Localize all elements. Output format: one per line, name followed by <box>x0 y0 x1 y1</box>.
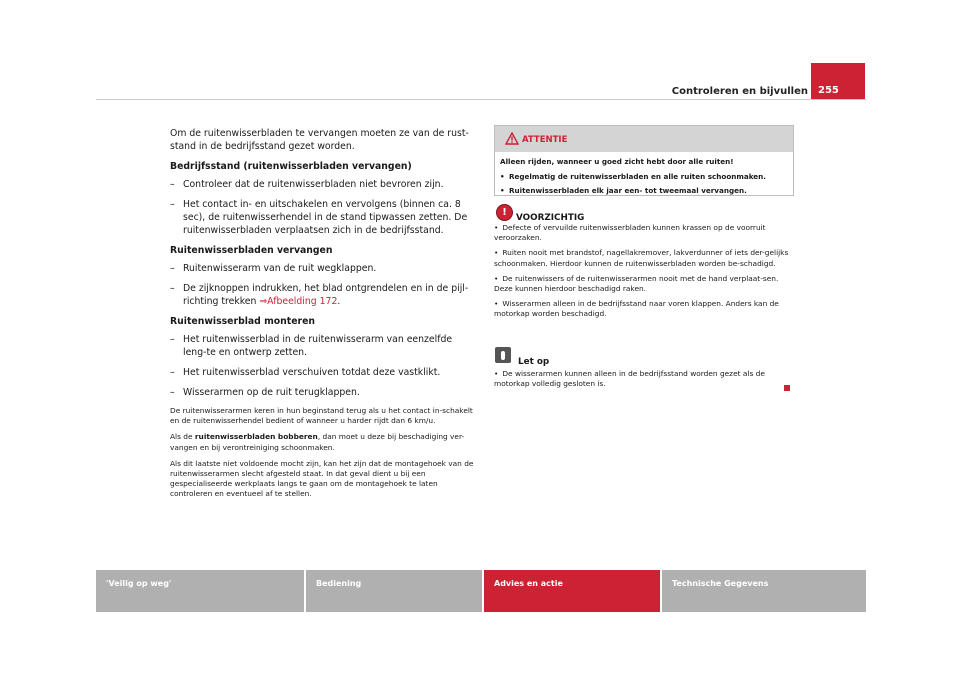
tab-label: Advies en actie <box>494 579 563 588</box>
caution-header <box>494 205 794 223</box>
attention-body <box>495 152 793 199</box>
caution-label: VOORZICHTIG <box>516 213 585 223</box>
figure-link[interactable]: ⇒Afbeelding 172 <box>259 296 338 307</box>
tab-label: 'Veilig op weg' <box>106 579 172 588</box>
step-item: – Wisserarmen op de ruit terugklappen. <box>170 387 360 398</box>
tab-advies-en-actie[interactable] <box>484 570 660 612</box>
caution-item: • Wisserarmen alleen in de bedrijfsstand naar voren klappen. Anders kan de motorkap worden beschadigd. <box>494 299 779 319</box>
step-item: – Controleer dat de ruitenwisserbladen niet bevroren zijn. <box>170 179 444 190</box>
main-text-column <box>170 127 475 506</box>
attention-item: • Ruitenwisserbladen elk jaar een- tot tweemaal vervangen. <box>500 186 747 195</box>
note-emphasis: ruitenwisserbladen bobberen <box>194 432 318 442</box>
step-item: – Het ruitenwisserblad verschuiven totdat deze vastklikt. <box>170 367 441 378</box>
tab-bediening[interactable] <box>306 570 482 612</box>
tip-info-icon <box>495 347 511 363</box>
caution-item-text: Defecte of vervuilde ruitenwisserbladen kunnen krassen op de voorruit veroorzaken. <box>494 223 766 243</box>
caution-item-text: Ruiten nooit met brandstof, nagellakremover, lakverdunner of iets der-gelijks schoonmaken. Hierdoor kunnen de ruitenwisserbladen worden be-schadigd. <box>494 248 789 268</box>
attention-label: ATTENTIE <box>522 135 568 145</box>
step-item: – De zijknoppen indrukken, het blad ontgrendelen en in de pijl-richting trekken ⇒Afbeelding 172. <box>170 283 469 307</box>
caution-item-text: De ruitenwissers of de ruitenwisserarmen nooit met de hand verplaat-sen. Deze kunnen hierdoor beschadigd raken. <box>494 273 779 294</box>
step-text: Het ruitenwisserblad verschuiven totdat deze vastklikt. <box>183 367 441 378</box>
tip-item: • De wisserarmen kunnen alleen in de bedrijfsstand worden gezet als de motorkap volledig gesloten is. <box>494 369 765 389</box>
header-rule <box>96 99 866 100</box>
tab-technische-gegevens[interactable] <box>662 570 866 612</box>
tip-header <box>494 347 794 365</box>
step-text: Wisserarmen op de ruit terugklappen. <box>183 387 360 398</box>
attention-lead: Alleen rijden, wanneer u goed zicht hebt door alle ruiten! <box>500 157 734 166</box>
note-text: , dan moet u deze bij beschadiging ver-vangen en bij verontreiniging schoonmaken. <box>170 432 465 452</box>
caution-item: • De ruitenwissers of de ruitenwisserarmen nooit met de hand verplaat-sen. Deze kunnen hierdoor beschadigd raken. <box>494 273 779 294</box>
caution-item-text: Wisserarmen alleen in de bedrijfsstand naar voren klappen. Anders kan de motorkap worden beschadigd. <box>494 299 779 319</box>
attention-header <box>495 126 793 152</box>
tab-label: Bediening <box>316 579 362 588</box>
tip-section <box>494 347 794 389</box>
attention-item-text: Regelmatig de ruitenwisserbladen en alle ruiten schoonmaken. <box>509 171 767 181</box>
step-text: Het ruitenwisserblad in de ruitenwisserarm van eenzelfde leng-te en ontwerp zetten. <box>183 334 453 358</box>
intro-paragraph: Om de ruitenwisserbladen te vervangen moeten ze van de rust-stand in de bedrijfsstand gezet worden. <box>170 128 469 152</box>
tab-veilig-op-weg[interactable] <box>96 570 304 612</box>
step-text-end: . <box>337 296 341 307</box>
page-number: 255 <box>818 85 839 96</box>
caution-section <box>494 205 794 325</box>
page-number-box <box>811 63 865 100</box>
tip-item-text: De wisserarmen kunnen alleen in de bedrijfsstand worden gezet als de motorkap volledig gesloten is. <box>494 369 765 389</box>
step-text: Controleer dat de ruitenwisserbladen niet bevroren zijn. <box>183 179 444 190</box>
caution-item: • Ruiten nooit met brandstof, nagellakremover, lakverdunner of iets der-gelijks schoonmaken. Hierdoor kunnen de ruitenwisserbladen worden be-schadigd. <box>494 248 789 268</box>
step-item: – Ruitenwisserarm van de ruit wegklappen. <box>170 263 377 274</box>
step-item: – Het ruitenwisserblad in de ruitenwisserarm van eenzelfde leng-te en ontwerp zetten. <box>170 334 453 358</box>
attention-item-text: Ruitenwisserbladen elk jaar een- tot tweemaal vervangen. <box>509 186 747 195</box>
note-paragraph <box>170 432 475 452</box>
tab-label: Technische Gegevens <box>672 579 769 588</box>
attention-box <box>494 125 794 196</box>
note-paragraph: Als dit laatste niet voldoende mocht zijn, kan het zijn dat de montagehoek van de ruitenwisserarmen slecht afgesteld staat. In dat geval dient u bij een gespecialiseerde werkplaats langs te gaan om de montagehoek te laten controleren en eventueel af te stellen. <box>170 458 474 499</box>
note-text: Als de <box>170 432 195 442</box>
heading-operating-position: Bedrijfsstand (ruitenwisserbladen vervangen) <box>170 161 412 172</box>
warning-triangle-icon <box>505 132 519 145</box>
step-item: – Het contact in- en uitschakelen en vervolgens (binnen ca. 8 sec), de ruitenwisserhendel in de stand tipwassen zetten. De ruitenwisserbladen verplaatsen zich in de bedrijfsstand. <box>170 199 468 236</box>
end-of-section-marker <box>784 385 790 391</box>
caution-exclamation-icon: ! <box>497 205 512 220</box>
step-text: Het contact in- en uitschakelen en vervolgens (binnen ca. 8 sec), de ruitenwisserhendel in de stand tipwassen zetten. De ruitenwisserbladen verplaatsen zich in de bedrijfsstand. <box>183 199 468 236</box>
section-title: Controleren en bijvullen <box>671 86 808 97</box>
footer-nav <box>96 570 866 612</box>
heading-replace-blades: Ruitenwisserbladen vervangen <box>170 245 333 256</box>
heading-mount-blade: Ruitenwisserblad monteren <box>170 316 316 327</box>
tip-label: Let op <box>518 357 550 367</box>
note-paragraph: De ruitenwisserarmen keren in hun beginstand terug als u het contact in-schakelt en de ruitenwisserhendel bedient of wanneer u harder rijdt dan 6 km/u. <box>170 406 473 426</box>
caution-item: • Defecte of vervuilde ruitenwisserbladen kunnen krassen op de voorruit veroorzaken. <box>494 223 766 243</box>
attention-item: • Regelmatig de ruitenwisserbladen en alle ruiten schoonmaken. <box>500 171 767 181</box>
step-text: De zijknoppen indrukken, het blad ontgrendelen en in de pijl-richting trekken <box>183 283 469 307</box>
step-text: Ruitenwisserarm van de ruit wegklappen. <box>183 263 377 274</box>
